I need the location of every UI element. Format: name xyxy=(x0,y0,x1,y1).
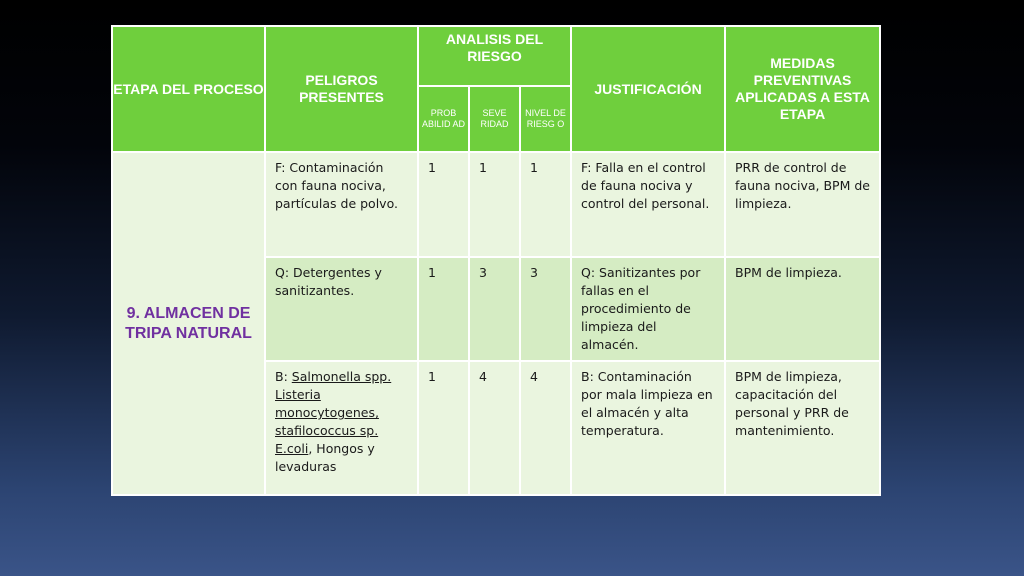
justificacion-cell: B: Contaminación por mala limpieza en el almacén y alta temperatura. xyxy=(571,361,725,495)
justificacion-cell: Q: Sanitizantes por fallas en el procedimiento de limpieza del almacén. xyxy=(571,257,725,361)
header-justificacion: JUSTIFICACIÓN xyxy=(571,26,725,152)
probabilidad-cell: 1 xyxy=(418,152,469,257)
header-etapa: ETAPA DEL PROCESO xyxy=(112,26,265,152)
justificacion-cell: F: Falla en el control de fauna nociva y control del personal. xyxy=(571,152,725,257)
peligro-cell: Q: Detergentes y sanitizantes. xyxy=(265,257,418,361)
medidas-cell: BPM de limpieza. xyxy=(725,257,880,361)
stage-cell: 9. ALMACEN DE TRIPA NATURAL xyxy=(112,152,265,495)
header-probabilidad: PROB ABILID AD xyxy=(418,86,469,152)
probabilidad-cell: 1 xyxy=(418,361,469,495)
header-peligros: PELIGROS PRESENTES xyxy=(265,26,418,152)
peligro-prefix: B: xyxy=(275,369,292,384)
medidas-cell: BPM de limpieza, capacitación del personal y PRR de mantenimiento. xyxy=(725,361,880,495)
listeria-text: Listeria monocytogenes, xyxy=(275,387,379,420)
table-row xyxy=(112,152,880,257)
peligro-rest: , Hongos y levaduras xyxy=(275,441,375,474)
severidad-cell: 3 xyxy=(469,257,520,361)
peligro-cell xyxy=(265,361,418,495)
ecoli-text: E.coli xyxy=(275,441,309,456)
header-severidad: SEVE RIDAD xyxy=(469,86,520,152)
severidad-cell: 1 xyxy=(469,152,520,257)
estafilo-text: stafilococcus sp. xyxy=(275,423,379,438)
peligro-cell: F: Contaminación con fauna nociva, partículas de polvo. xyxy=(265,152,418,257)
nivel-cell: 1 xyxy=(520,152,571,257)
nivel-cell: 4 xyxy=(520,361,571,495)
nivel-cell: 3 xyxy=(520,257,571,361)
haccp-table xyxy=(111,25,881,496)
header-medidas: MEDIDAS PREVENTIVAS APLICADAS A ESTA ETAPA xyxy=(725,26,880,152)
severidad-cell: 4 xyxy=(469,361,520,495)
header-analisis: ANALISIS DEL RIESGO xyxy=(418,26,571,86)
salmonella-text: Salmonella spp. xyxy=(291,369,392,384)
header-nivel: NIVEL DE RIESG O xyxy=(520,86,571,152)
probabilidad-cell: 1 xyxy=(418,257,469,361)
medidas-cell: PRR de control de fauna nociva, BPM de limpieza. xyxy=(725,152,880,257)
